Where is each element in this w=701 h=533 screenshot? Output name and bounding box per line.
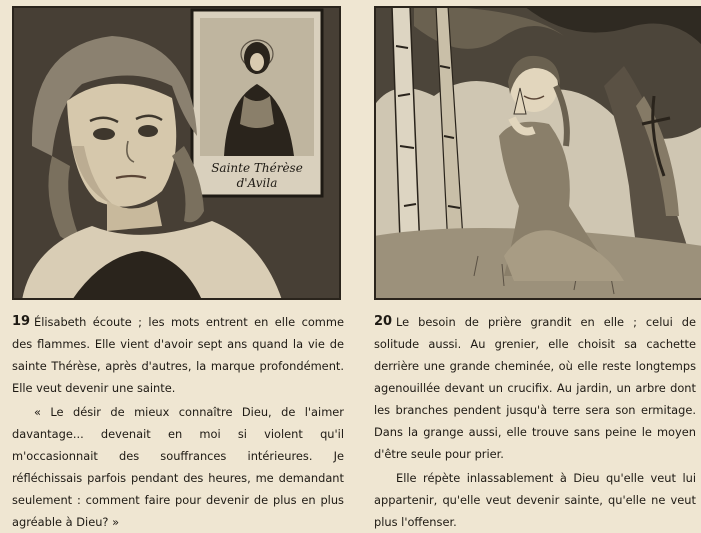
caption-19 xyxy=(12,311,344,533)
portrait-label-line1: Sainte Thérèse xyxy=(211,161,303,175)
illustration-panel-20 xyxy=(374,6,701,300)
panel-number-20: 20 xyxy=(374,314,393,329)
caption-20 xyxy=(374,311,696,533)
portrait-label-line2: d'Avila xyxy=(236,176,278,190)
caption-19-paragraph-1: Élisabeth écoute ; les mots entrent en elle comme des flammes. Elle vient d'avoir sept ans quand la vie de sainte Thérèse, après d'autres, la marque profondément. Elle veut devenir une sainte. xyxy=(12,315,344,395)
panel-number-19: 19 xyxy=(12,314,31,329)
illustration-panel-19 xyxy=(12,6,341,300)
caption-20-paragraph-1: Le besoin de prière grandit en elle ; celui de solitude aussi. Au grenier, elle choisit sa cachette derrière une grande cheminée, où elle reste longtemps agenouillée devant un crucifix. Au jardin, un arbre dont les branches pendent jusqu'à terre sera son ermitage. Dans la grange aussi, elle trouve sans peine le moyen d'être seule pour prier. xyxy=(374,315,696,461)
caption-20-paragraph-2: Elle répète inlassablement à Dieu qu'elle veut lui appartenir, qu'elle veut devenir sainte, qu'elle ne veut plus l'offenser. xyxy=(374,471,696,529)
caption-19-paragraph-2: « Le désir de mieux connaître Dieu, de l'aimer davantage... devenait en moi si violent qu'il m'occasionnait des souffrances intérieures. Je réfléchissais parfois pendant des heures, me demandant seulement : comment faire pour devenir de plus en plus agréable à Dieu? » xyxy=(12,405,344,529)
